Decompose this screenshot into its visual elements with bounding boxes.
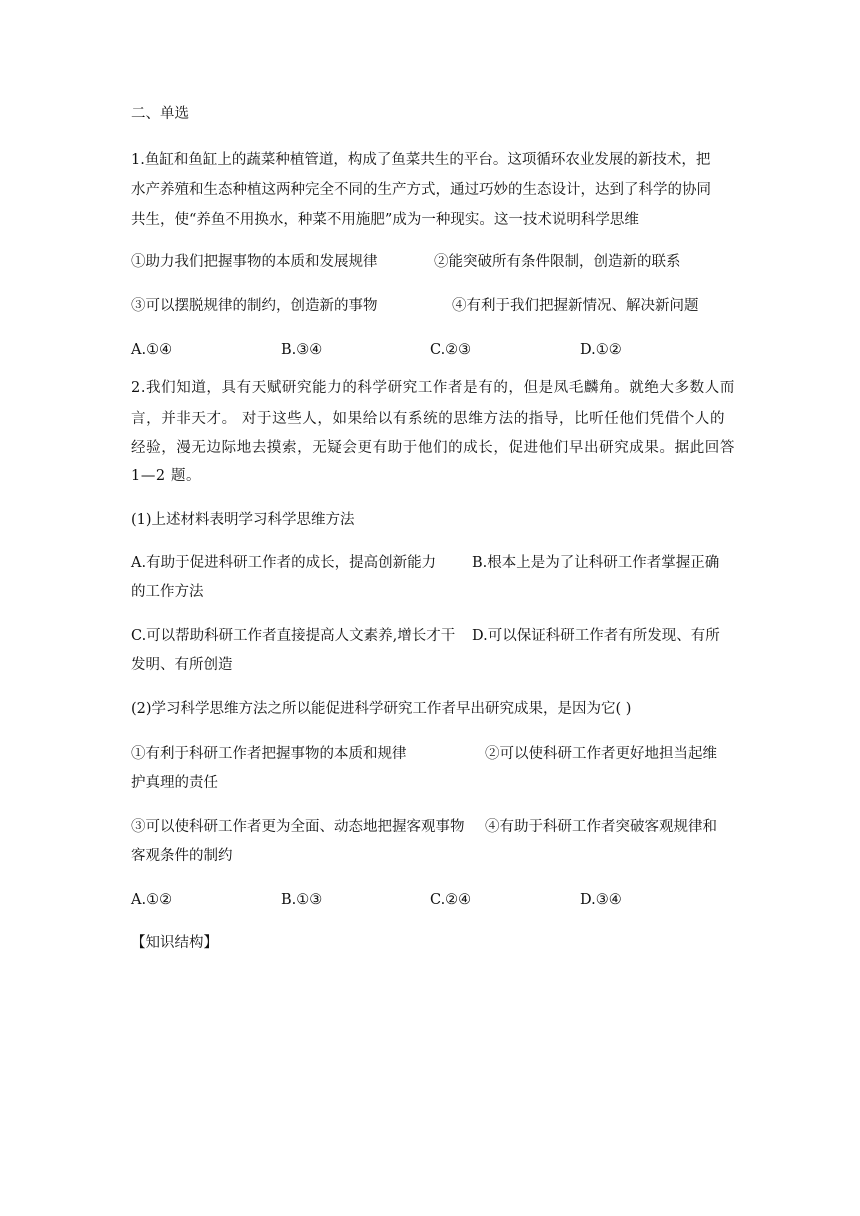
q2-sub2-statement-4: ④有助于科研工作者突破客观规律和 <box>485 819 717 835</box>
q2-material-line-2: 言，并非天才。 对于这些人，如果给以有系统的思维方法的指导，比听任他们凭借个人的 <box>131 411 726 427</box>
q2-sub1-option-d-cont: 发明、有所创造 <box>131 657 233 673</box>
q2-sub2-option-d: D.③④ <box>580 892 622 908</box>
q1-option-d: D.①② <box>580 342 622 358</box>
q2-sub1-option-b: B.根本上是为了让科研工作者掌握正确 <box>472 555 720 571</box>
q2-sub2-statement-2: ②可以使科研工作者更好地担当起维 <box>485 746 717 762</box>
q2-sub2-option-a: A.①② <box>131 892 173 908</box>
q1-stem-line-1: 1.鱼缸和鱼缸上的蔬菜种植管道，构成了鱼菜共生的平台。这项循环农业发展的新技术，把 <box>131 152 711 168</box>
section-title: 二、单选 <box>131 106 189 122</box>
q2-sub1-option-a: A.有助于促进科研工作者的成长，提高创新能力 <box>131 555 437 571</box>
q1-statement-2: ②能突破所有条件限制，创造新的联系 <box>434 254 681 270</box>
q2-sub2-statement-3: ③可以使科研工作者更为全面、动态地把握客观事物 <box>131 819 465 835</box>
q2-sub2-option-c: C.②④ <box>430 892 472 908</box>
q1-statement-4: ④有利于我们把握新情况、解决新问题 <box>452 298 699 314</box>
q1-stem-line-3: 共生，使“养鱼不用换水，种菜不用施肥”成为一种现实。这一技术说明科学思维 <box>131 212 639 228</box>
q2-sub2-statement-2-cont: 护真理的责任 <box>131 775 218 791</box>
knowledge-structure-heading: 【知识结构】 <box>131 935 218 951</box>
q1-option-a: A.①④ <box>131 342 173 358</box>
q2-material-line-4: 1—2 题。 <box>131 468 202 484</box>
q2-sub2-stem: (2)学习科学思维方法之所以能促进科学研究工作者早出研究成果，是因为它( ) <box>131 701 632 717</box>
q2-sub1-stem: (1)上述材料表明学习科学思维方法 <box>131 512 355 528</box>
q1-option-c: C.②③ <box>430 342 472 358</box>
q2-sub1-option-b-cont: 的工作方法 <box>131 584 204 600</box>
q2-material-line-1: 2.我们知道，具有天赋研究能力的科学研究工作者是有的，但是凤毛麟角。就绝大多数人而 <box>131 380 735 396</box>
q1-option-b: B.③④ <box>281 342 323 358</box>
q1-stem-line-2: 水产养殖和生态种植这两种完全不同的生产方式，通过巧妙的生态设计，达到了科学的协同 <box>131 182 711 198</box>
q2-material-line-3: 经验，漫无边际地去摸索，无疑会更有助于他们的成长，促进他们早出研究成果。据此回答 <box>131 440 735 456</box>
q2-sub1-option-d: D.可以保证科研工作者有所发现、有所 <box>472 628 720 644</box>
q1-statement-3: ③可以摆脱规律的制约，创造新的事物 <box>131 298 378 314</box>
q1-statement-1: ①助力我们把握事物的本质和发展规律 <box>131 254 378 270</box>
q2-sub2-statement-1: ①有利于科研工作者把握事物的本质和规律 <box>131 746 407 762</box>
q2-sub2-option-b: B.①③ <box>281 892 323 908</box>
q2-sub2-statement-4-cont: 客观条件的制约 <box>131 848 233 864</box>
q2-sub1-option-c: C.可以帮助科研工作者直接提高人文素养,增长才干 <box>131 628 456 644</box>
